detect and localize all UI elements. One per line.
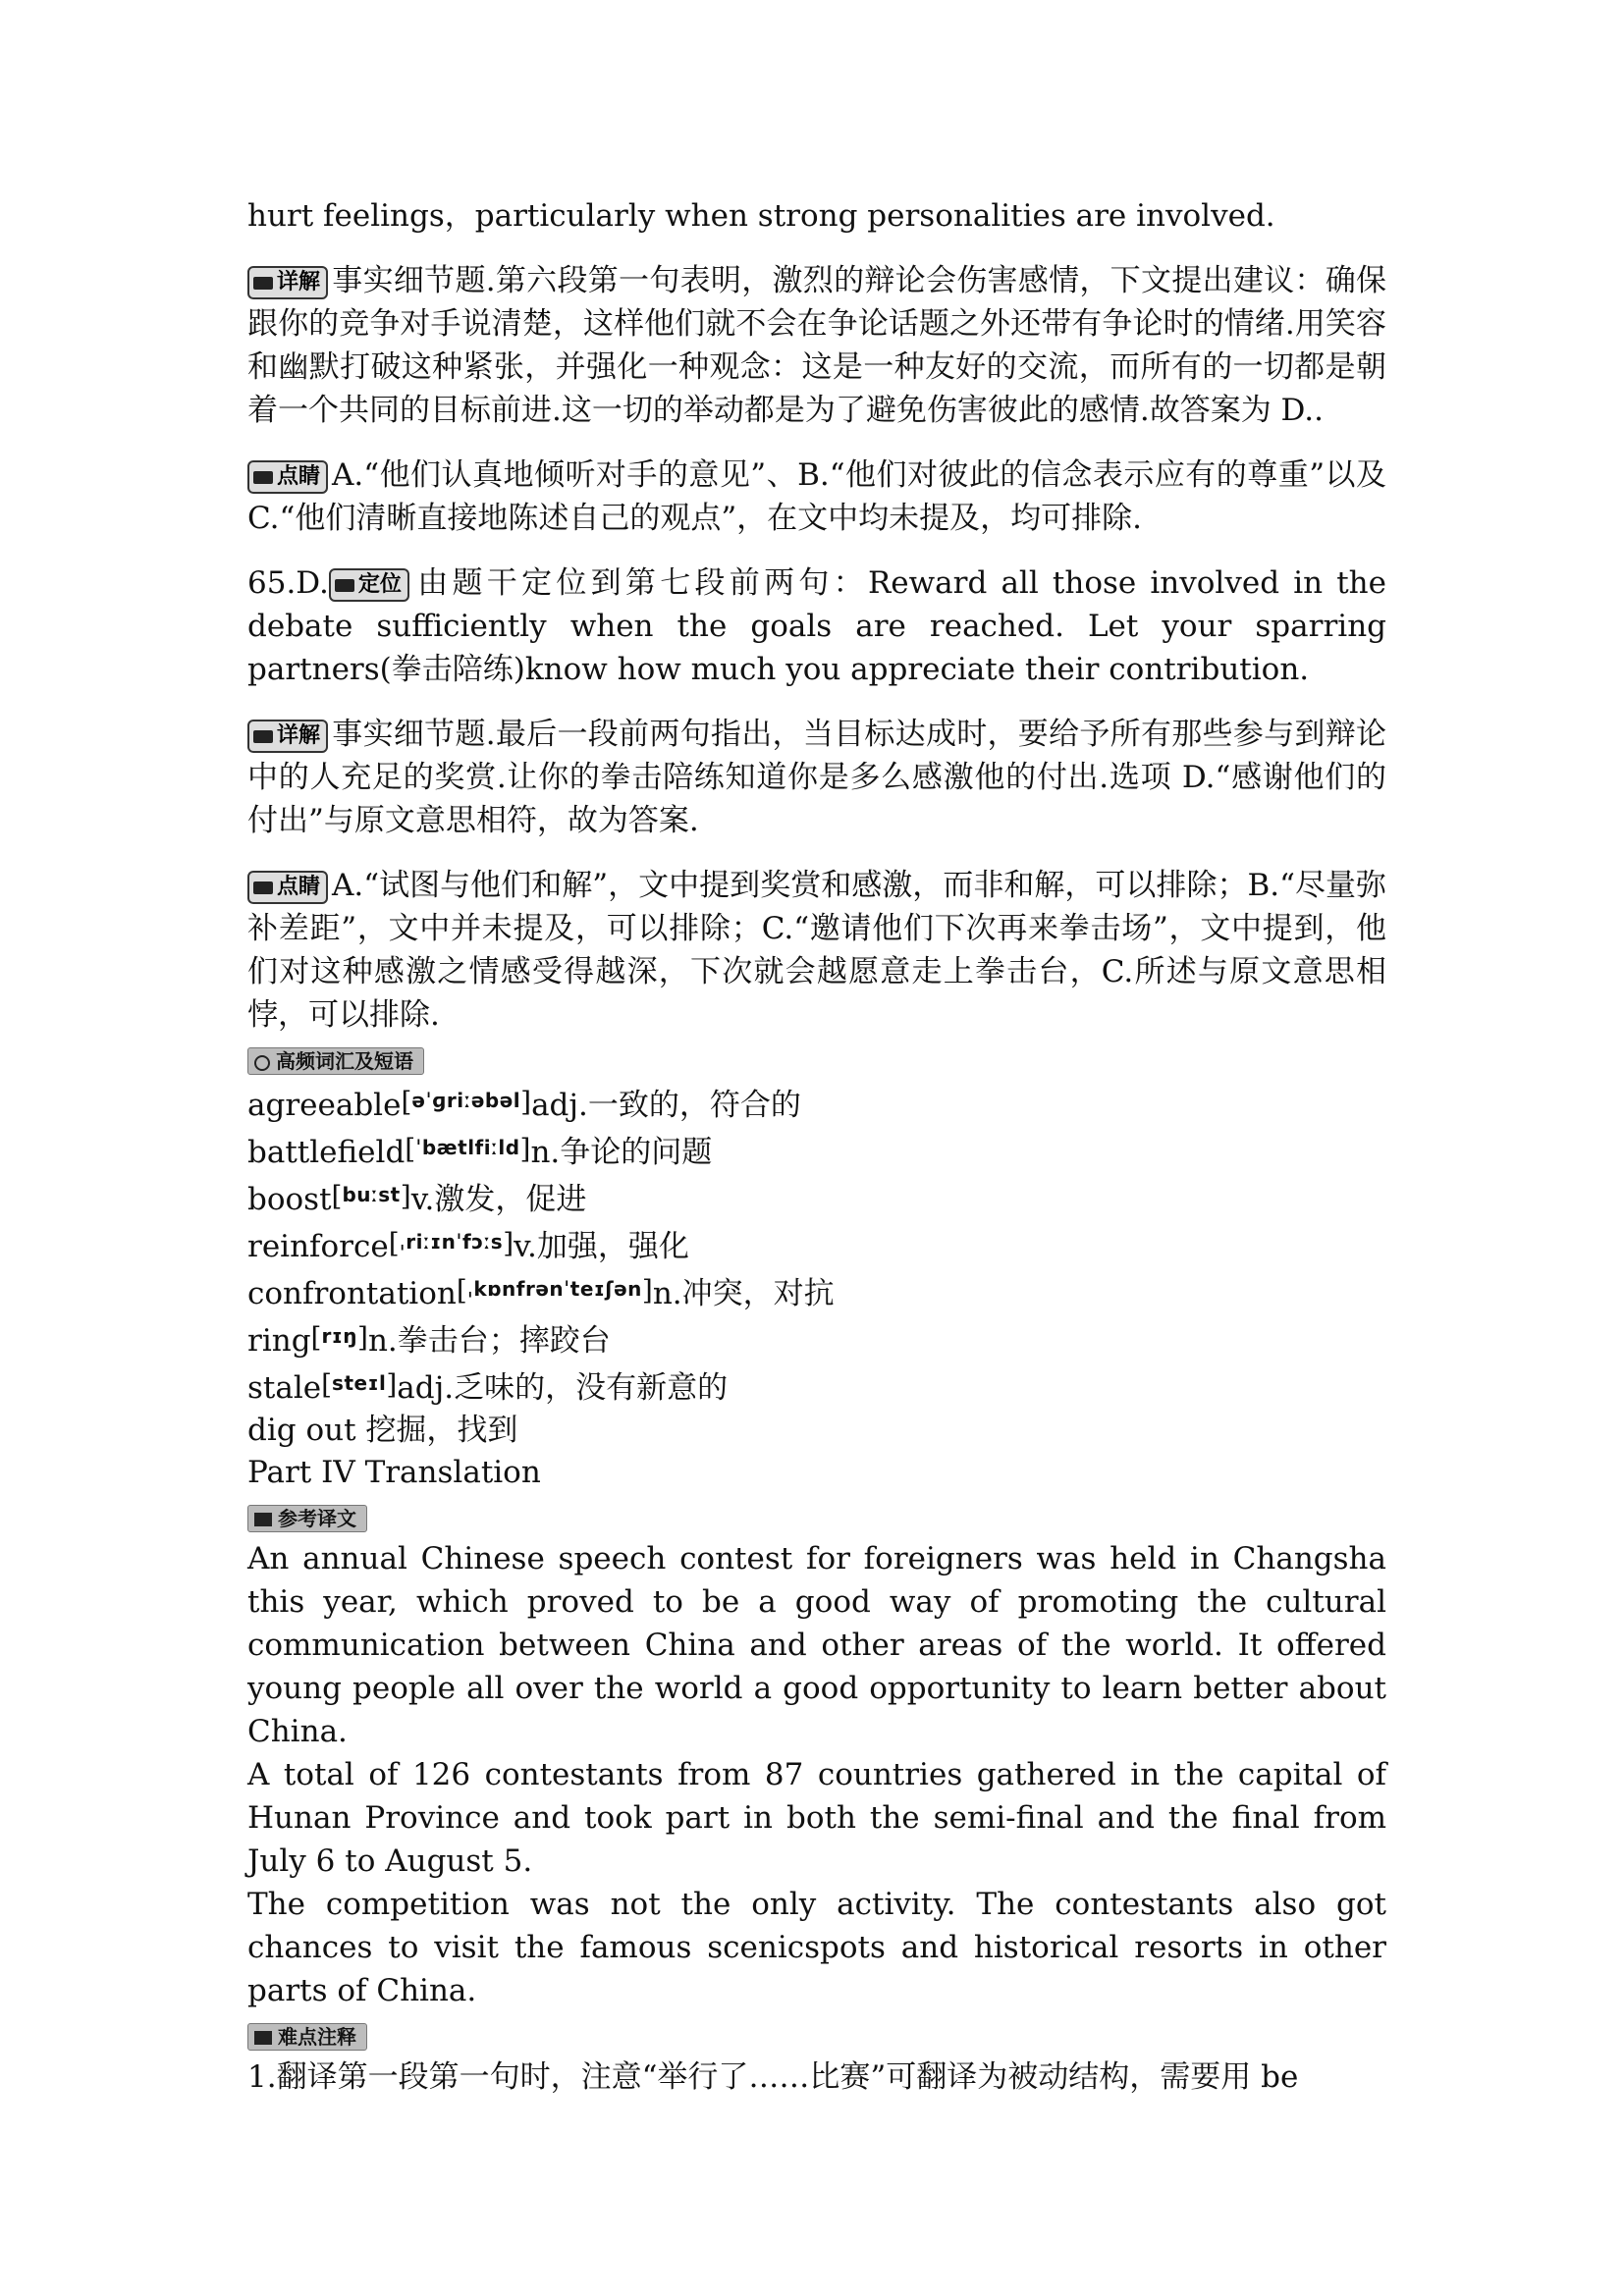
clock-icon (254, 1055, 270, 1071)
vocab-item: reinforce[ˌriːɪnˈfɔːs]v.加强，强化 (247, 1227, 689, 1264)
vocab-item: stale[steɪl]adj.乏味的，没有新意的 (247, 1368, 729, 1406)
detail-tag: 详解 (247, 720, 328, 753)
folder-icon (253, 730, 273, 743)
note-1: 1.翻译第一段第一句时，注意“举行了……比赛”可翻译为被动结构，需要用 be (247, 2059, 1299, 2095)
vocab-list (247, 1080, 1386, 1452)
vocab-item: battlefield[ˈbætlfiːld]n.争论的问题 (247, 1133, 713, 1170)
point-tag: 点睛 (247, 460, 328, 494)
section-header-reference: 参考译文 (247, 1505, 367, 1532)
folder-icon (253, 471, 273, 484)
translation-paragraph-2: A total of 126 contestants from 87 countries gathered in the capital of Hunan Province and took part in both the semi-final and the final from July 6 to August 5. (247, 1757, 1386, 1879)
detail-explanation-1: 详解 事实细节题.第六段第一句表明，激烈的辩论会伤害感情，下文提出建议：确保跟你的竞争对手说清楚，这样他们就不会在争论话题之外还带有争论时的情绪.用笑容和幽默打破这种紧张，并强化一种观念：这是一种友好的交流，而所有的一切都是朝着一个共同的目标前进.这一切的举动都是为了避免伤害彼此的感情.故答案为 D.. (247, 263, 1386, 428)
detail-tag: 详解 (247, 266, 328, 299)
point-tag: 点睛 (247, 871, 328, 904)
vocab-item: agreeable[əˈɡriːəbəl]adj.一致的，符合的 (247, 1086, 801, 1123)
detail-explanation-2: 详解 事实细节题.最后一段前两句指出，当目标达成时，要给予所有那些参与到辩论中的人充足的奖赏.让你的拳击陪练知道你是多么感激他的付出.选项 D.“感谢他们的付出”与原文意思相符，故为答案. (247, 717, 1386, 838)
vocab-item: confrontation[ˌkɒnfrənˈteɪʃən]n.冲突，对抗 (247, 1274, 835, 1311)
vocab-item: boost[buːst]v.激发，促进 (247, 1180, 587, 1217)
vocab-item: dig out 挖掘，找到 (247, 1413, 518, 1448)
translation-paragraph-1: An annual Chinese speech contest for foreigners was held in Changsha this year, which proved to be a good way of promoting the cultural communication between China and other areas of the world. It offered young people all over the world a good opportunity to learn better about China. (247, 1541, 1386, 1749)
vocab-item: ring[rɪŋ]n.拳击台；摔跤台 (247, 1321, 611, 1359)
locate-tag: 定位 (329, 568, 409, 602)
answer-65: 65.D. 定位 由题干定位到第七段前两句：Reward all those involved in the debate sufficiently when the goals are reached. Let your sparring partners(拳击陪练)know how much you appreciate their contribution. (247, 565, 1386, 687)
book-icon (254, 2031, 272, 2045)
section-header-notes: 难点注释 (247, 2023, 367, 2051)
part-heading: Part IV Translation (247, 1455, 541, 1490)
section-header-vocab: 高频词汇及短语 (247, 1047, 424, 1075)
document-page (247, 194, 1386, 2099)
folder-icon (253, 881, 273, 894)
folder-icon (253, 277, 273, 290)
book-icon (254, 1513, 272, 1526)
point-explanation-2: 点睛 A.“试图与他们和解”，文中提到奖赏和感激，而非和解，可以排除；B.“尽量弥补差距”，文中并未提及，可以排除；C.“邀请他们下次再来拳击场”，文中提到，他们对这种感激之情感受得越深，下次就会越愿意走上拳击台，C.所述与原文意思相悖，可以排除. (247, 868, 1386, 1033)
paragraph-continuation: hurt feelings，particularly when strong personalities are involved. (247, 198, 1275, 234)
folder-icon (335, 579, 354, 592)
translation-paragraph-3: The competition was not the only activity. The contestants also got chances to visit the famous scenicspots and historical resorts in other parts of China. (247, 1887, 1386, 2008)
point-explanation-1: 点睛 A.“他们认真地倾听对手的意见”、B.“他们对彼此的信念表示应有的尊重”以及 C.“他们清晰直接地陈述自己的观点”，在文中均未提及，均可排除. (247, 457, 1386, 536)
